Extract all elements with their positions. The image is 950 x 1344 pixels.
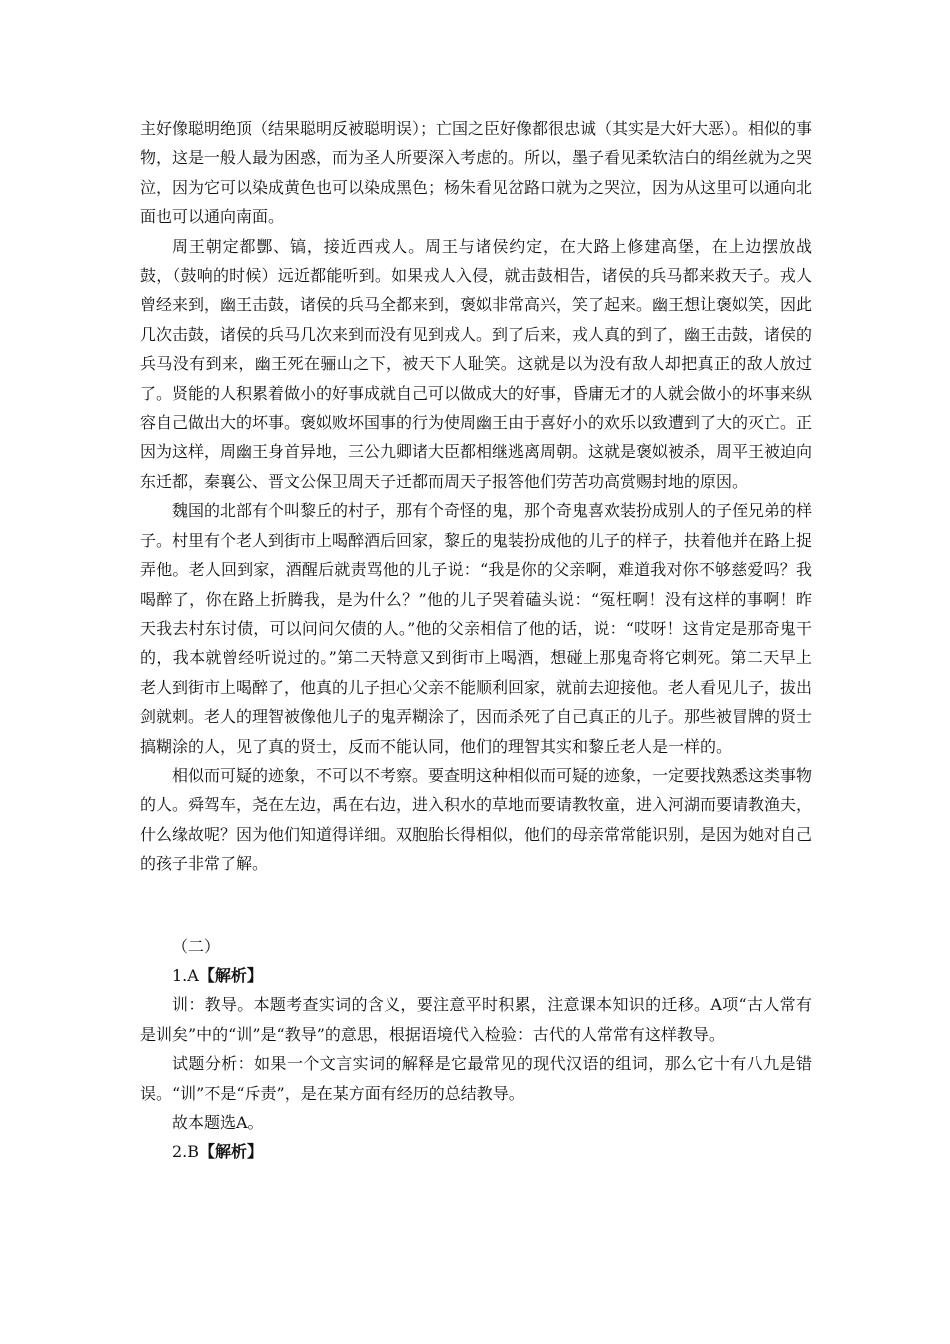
translation-paragraph-4: 相似而可疑的迹象，不可以不考察。要查明这种相似而可疑的迹象，一定要找熟悉这类事物的人。舜驾车，尧在左边，禹在右边，进入积水的草地而要请教牧童，进入河湖而要请教渔夫，什么缘故呢？因为他们知道得详细。双胞胎长得相似，他们的母亲常常能识别，是因为她对自己的孩子非常了解。 xyxy=(140,765,813,874)
question-1-analysis: 试题分析：如果一个文言实词的解释是它最常见的现代汉语的组词，那么它十有八九是错误。“训”不是“斥责”，是在某方面有经历的总结教导。 xyxy=(140,1054,812,1103)
section-heading: （二） xyxy=(172,936,221,956)
question-2-number: 2.B xyxy=(172,1142,200,1162)
question-2-tag: 【解析】 xyxy=(199,1142,264,1162)
question-1-tag: 【解析】 xyxy=(198,965,263,985)
question-1-explanation: 训：教导。本题考查实词的含义，要注意平时积累，注意课本知识的迁移。A项“古人常有是训矣”中的“训”是“教导”的意思，根据语境代入检验：古代的人常常有这样教导。 xyxy=(140,995,812,1044)
translation-paragraph-3: 魏国的北部有个叫黎丘的村子，那有个奇怪的鬼，那个奇鬼喜欢装扮成别人的子侄兄弟的样子。村里有个老人到街市上喝醉酒后回家，黎丘的鬼装扮成他的儿子的样子，扶着他并在路上捉弄他。老人回到家，酒醒后就责骂他的儿子说：“我是你的父亲啊，难道我对你不够慈爱吗？我喝醉了，你在路上折腾我，是为什么？”他的儿子哭着磕头说：“冤枉啊！没有这样的事啊！昨天我去村东讨债，可以问问欠债的人。”他的父亲相信了他的话，说：“哎呀！这肯定是那奇鬼干的，我本就曾经听说过的。”第二天特意又到街市上喝酒，想碰上那鬼奇将它刺死。第二天早上老人到街市上喝醉了，他真的儿子担心父亲不能顺利回家，就前去迎接他。老人看见儿子，拔出剑就刺。老人的理智被像他儿子的鬼弄糊涂了，因而杀死了自己真正的儿子。那些被冒牌的贤士搞糊涂的人，见了真的贤士，反而不能认同，他们的理智其实和黎丘老人是一样的。 xyxy=(140,501,813,756)
question-1-answer: 故本题选A。 xyxy=(172,1113,264,1132)
section-spacer xyxy=(140,879,812,932)
question-2-label xyxy=(140,1137,812,1166)
question-1-label xyxy=(140,961,812,990)
translation-paragraph-2: 周王朝定都酆、镐，接近西戎人。周王与诸侯约定，在大路上修建高堡，在上边摆放战鼓，（鼓响的时候）远近都能听到。如果戎人入侵，就击鼓相告，诸侯的兵马都来救天子。戎人曾经来到，幽王击鼓，诸侯的兵马全都来到，褒姒非常高兴，笑了起来。幽王想让褒姒笑，因此几次击鼓，诸侯的兵马几次来到而没有见到戎人。到了后来，戎人真的到了，幽王击鼓，诸侯的兵马没有到来，幽王死在骊山之下，被天下人耻笑。这就是以为没有敌人却把真正的敌人放过了。贤能的人积累着做小的好事成就自己可以做成大的好事，昏庸无才的人就会做小的坏事来纵容自己做出大的坏事。褒姒败坏国事的行为使周幽王由于喜好小的欢乐以致遭到了大的灭亡。正因为这样，周幽王身首异地，三公九卿诸大臣都相继逃离周朝。这就是褒姒被杀，周平王被迫向东迁都，秦襄公、晋文公保卫周天子迁都而周天子报答他们劳苦功高赏赐封地的原因。 xyxy=(140,236,813,491)
question-1-number: 1.A xyxy=(172,965,199,985)
translation-paragraph-1: 主好像聪明绝顶（结果聪明反被聪明误）；亡国之臣好像都很忠诚（其实是大奸大恶）。相似的事物，这是一般人最为困惑，而为圣人所要深入考虑的。所以，墨子看见柔软洁白的绢丝就为之哭泣，因为它可以染成黄色也可以染成黑色；杨朱看见岔路口就为之哭泣，因为从这里可以通向北面也可以通向南面。 xyxy=(140,119,813,227)
document-page xyxy=(140,114,812,1167)
